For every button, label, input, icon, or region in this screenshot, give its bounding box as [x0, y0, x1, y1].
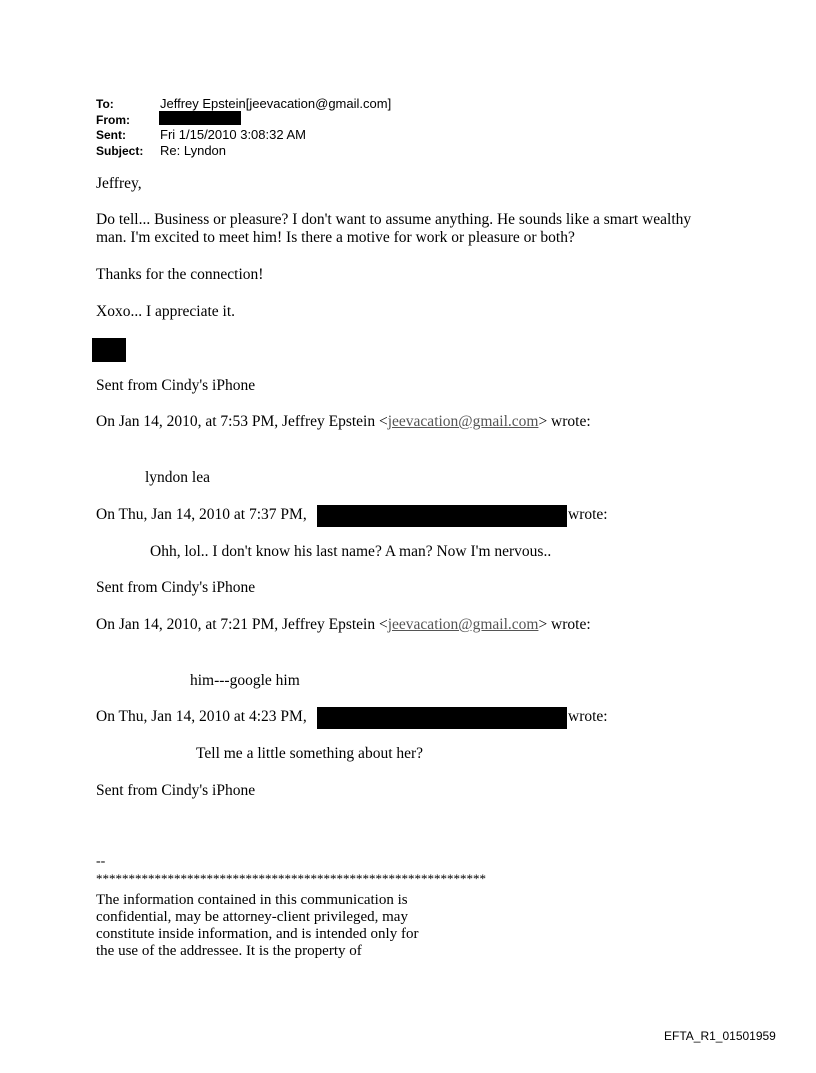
quoted-reply: Tell me a little something about her? — [196, 745, 424, 762]
to-value: Jeffrey Epstein[jeevacation@gmail.com] — [160, 96, 392, 111]
sent-from-line: Sent from Cindy's iPhone — [96, 782, 256, 799]
subject-label: Subject: — [96, 144, 144, 158]
document-id: EFTA_R1_01501959 — [664, 1029, 776, 1043]
email-link[interactable]: jeevacation@gmail.com — [387, 413, 539, 430]
quote-attribution: On Thu, Jan 14, 2010 at 4:23 PM, — [96, 708, 307, 725]
quoted-reply: Ohh, lol.. I don't know his last name? A man? Now I'm nervous.. — [150, 543, 552, 560]
disclaimer-line: confidential, may be attorney-client privileged, may — [96, 909, 408, 925]
signature-redaction — [92, 338, 126, 362]
quote-attribution: On Thu, Jan 14, 2010 at 7:37 PM, — [96, 506, 307, 523]
signature-dashes: -- — [96, 854, 106, 869]
to-label: To: — [96, 97, 114, 111]
from-label: From: — [96, 113, 130, 127]
paragraph-line: Do tell... Business or pleasure? I don't want to assume anything. He sounds like a smart wealthy — [96, 211, 692, 228]
wrote-label: wrote: — [568, 506, 608, 523]
thanks-line: Thanks for the connection! — [96, 266, 264, 283]
sender-redaction — [317, 505, 567, 527]
paragraph-line: man. I'm excited to meet him! Is there a motive for work or pleasure or both? — [96, 229, 575, 246]
subject-value: Re: Lyndon — [160, 143, 227, 158]
disclaimer-line: constitute inside information, and is intended only for — [96, 926, 419, 942]
sent-value: Fri 1/15/2010 3:08:32 AM — [160, 127, 306, 142]
quote-attribution: On Jan 14, 2010, at 7:21 PM, Jeffrey Epstein <jeevacation@gmail.com> wrote: — [96, 616, 591, 633]
quoted-reply: him---google him — [190, 672, 300, 689]
email-link[interactable]: jeevacation@gmail.com — [387, 616, 539, 633]
sent-from-line: Sent from Cindy's iPhone — [96, 377, 256, 394]
sent-from-line: Sent from Cindy's iPhone — [96, 579, 256, 596]
from-redaction — [159, 111, 241, 125]
disclaimer-line: the use of the addressee. It is the property of — [96, 943, 362, 959]
signature-stars: ************************************************************ — [96, 871, 486, 886]
wrote-label: wrote: — [568, 708, 608, 725]
greeting: Jeffrey, — [96, 175, 142, 192]
xoxo-line: Xoxo... I appreciate it. — [96, 303, 236, 320]
quoted-reply: lyndon lea — [145, 469, 210, 486]
sent-label: Sent: — [96, 128, 126, 142]
sender-redaction — [317, 707, 567, 729]
disclaimer-line: The information contained in this communication is — [96, 892, 408, 908]
quote-attribution: On Jan 14, 2010, at 7:53 PM, Jeffrey Epstein <jeevacation@gmail.com> wrote: — [96, 413, 591, 430]
